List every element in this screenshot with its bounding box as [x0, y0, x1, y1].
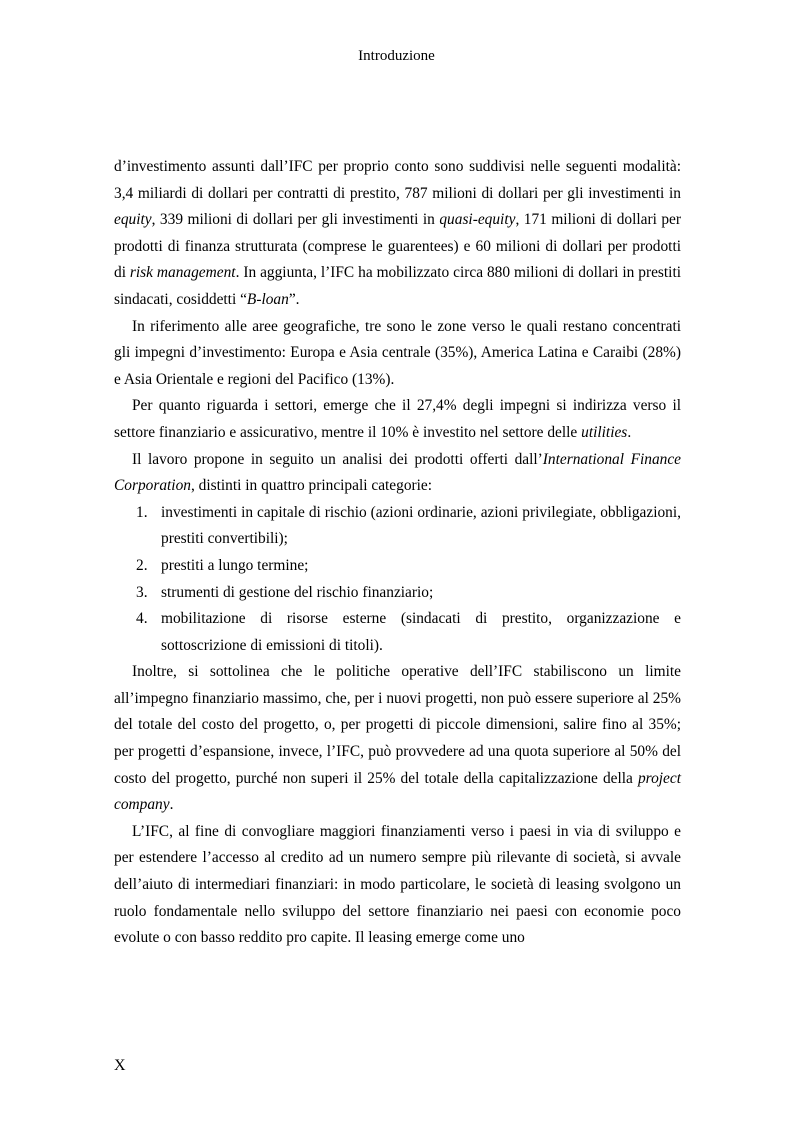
list-item: 1. investimenti in capitale di rischio (azioni ordinarie, azioni privilegiate, obbligazioni, prestiti convertibili); [136, 503, 681, 548]
product-categories-list [114, 500, 681, 660]
paragraph-products-intro: Il lavoro propone in seguito un analisi dei prodotti offerti dall’International Finance Corporation, distinti in quattro principali categorie: [114, 450, 681, 495]
list-item: 2. prestiti a lungo termine; [136, 556, 309, 574]
paragraph-sectors: Per quanto riguarda i settori, emerge che il 27,4% degli impegni si indirizza verso il settore finanziario e assicurativo, mentre il 10% è investito nel settore delle utilities. [114, 397, 681, 441]
list-item: 3. strumenti di gestione del rischio finanziario; [136, 583, 434, 601]
page-number: X [114, 1057, 126, 1074]
paragraph-geographic-areas: In riferimento alle aree geografiche, tre sono le zone verso le quali restano concentrati gli impegni d’investimento: Europa e Asia centrale (35%), America Latina e Caraibi (28%) e Asia Orientale e regioni del Pacifico (13%). [114, 317, 681, 388]
list-item: 4. mobilitazione di risorse esterne (sindacati di prestito, organizzazione e sottoscrizione di emissioni di titoli). [136, 610, 681, 654]
paragraph-financial-limits: Inoltre, si sottolinea che le politiche operative dell’IFC stabiliscono un limite all’impegno finanziario massimo, che, per i nuovi progetti, non può essere superiore al 25% del totale del costo del progetto, o, per progetti di piccole dimensioni, salire fino al 35%; per progetti d’espansione, invece, l’IFC, può provvedere ad una quota superiore al 50% del costo del progetto, purché non superi il 25% del totale della capitalizzazione della project company. [114, 663, 681, 814]
body-text [114, 154, 681, 952]
paragraph-intermediaries: L’IFC, al fine di convogliare maggiori finanziamenti verso i paesi in via di sviluppo e per estendere l’accesso al credito ad un numero sempre più rilevante di società, si avvale dell’aiuto di intermediari finanziari: in modo particolare, le società di leasing svolgono un ruolo fondamentale nello sviluppo del settore finanziario nei paesi con economie poco evolute o con basso reddito pro capite. Il leasing emerge come uno [114, 822, 681, 947]
paragraph-investment-modalities: d’investimento assunti dall’IFC per proprio conto sono suddivisi nelle seguenti modalità: 3,4 miliardi di dollari per contratti di prestito, 787 milioni di dollari per gli investimenti in equity, 339 milioni di dollari per gli investimenti in quasi-equity, 171 milioni di dollari per prodotti di finanza strutturata (comprese le guarentees) e 60 milioni di dollari per prodotti di risk management. In aggiunta, l’IFC ha mobilizzato circa 880 milioni di dollari in prestiti sindacati, cosiddetti “B-loan”. [114, 158, 682, 308]
running-header: Introduzione [358, 48, 435, 64]
